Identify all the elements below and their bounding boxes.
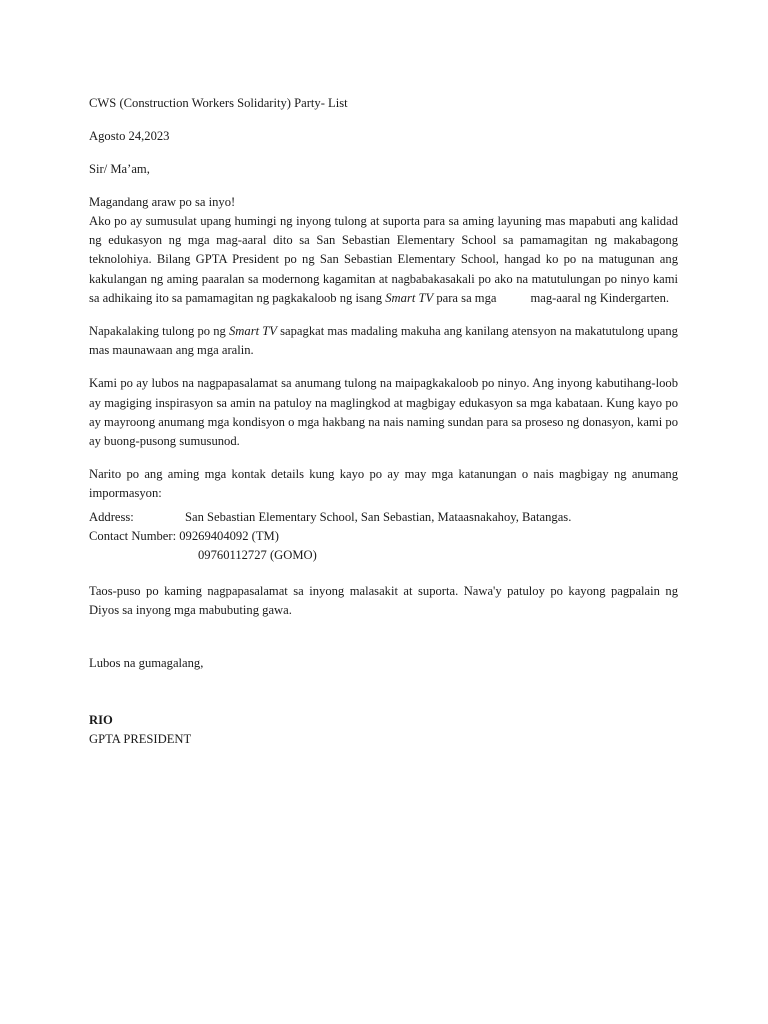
signer-title: GPTA PRESIDENT: [89, 732, 192, 747]
closing: Lubos na gumagalang,: [89, 656, 204, 671]
letter-document: [89, 94, 678, 749]
address-value: San Sebastian Elementary School, San Sebastian, Mataasnakahoy, Batangas.: [185, 509, 572, 524]
contact-row-2: [89, 546, 678, 565]
address-row: [89, 508, 678, 527]
paragraph-benefit-text: Napakalaking tulong po ng: [89, 324, 226, 339]
paragraph-request-text-end: mag-aaral ng Kindergarten.: [530, 290, 670, 305]
paragraph-request-text: Ako po ay sumusulat upang humingi ng inyong tulong at suporta para sa aming layuning mas mapabuti ang kalidad ng edukasyon ng mga mag-aaral dito sa San Sebastian Elementary School sa pamamagitan ng makabagong teknolohiya. Bilang GPTA President po ng San Sebastian Elementary School, hangad ko po na matugunan ang kakulangan ng aming paaralan sa modernong kagamitan at nagbabakasakali po ako na matutulungan po ninyo kami sa adhikaing ito sa pamamagitan ng pagkakaloob ng isang: [89, 214, 678, 305]
signer-name: RIO: [89, 713, 113, 728]
paragraph-benefit-text-after: sapagkat mas madaling makuha ang kanilang atensyon na makatutulong upang mas maunawaan ang mga aralin.: [89, 324, 678, 358]
letter-heading: CWS (Construction Workers Solidarity) Party- List: [89, 96, 348, 110]
paragraph-gratitude: Kami po ay lubos na nagpapasalamat sa anumang tulong na maipagkakaloob po ninyo. Ang inyong kabutihang-loob ay magiging inspirasyon sa amin na patuloy na maglingkod at magbigay edukasyon sa mga kabataan. Kung kayo po ay mayroong anumang mga kondisyon o mga hakbang na nais naming sundan para sa proseso ng donasyon, kami po ay buong-pusong sumusunod.: [89, 376, 678, 449]
contact-number-2: 09760112727 (GOMO): [198, 547, 317, 562]
paragraph-benefit: [89, 322, 678, 360]
contact-row: [89, 527, 678, 546]
greeting: Magandang araw po sa inyo!: [89, 195, 236, 209]
paragraph-request-text-after: para sa mga: [436, 290, 497, 305]
paragraph-blessing: Taos-puso po kaming nagpapasalamat sa inyong malasakit at suporta. Nawa'y patuloy po kayong pagpalain ng Diyos sa inyong mga mabubuting gawa.: [89, 583, 678, 617]
smart-tv-emphasis-2: Smart TV: [229, 324, 277, 339]
contact-number-1: 09269404092 (TM): [179, 528, 279, 543]
paragraph-request: [89, 212, 678, 308]
address-label: Address:: [89, 509, 134, 524]
contact-label: Contact Number:: [89, 528, 177, 543]
paragraph-contact-intro: Narito po ang aming mga kontak details kung kayo po ay may mga katanungan o nais magbigay ng anumang impormasyon:: [89, 467, 678, 501]
salutation: Sir/ Ma’am,: [89, 162, 150, 176]
letter-date: Agosto 24,2023: [89, 129, 170, 143]
smart-tv-emphasis: Smart TV: [385, 290, 434, 305]
